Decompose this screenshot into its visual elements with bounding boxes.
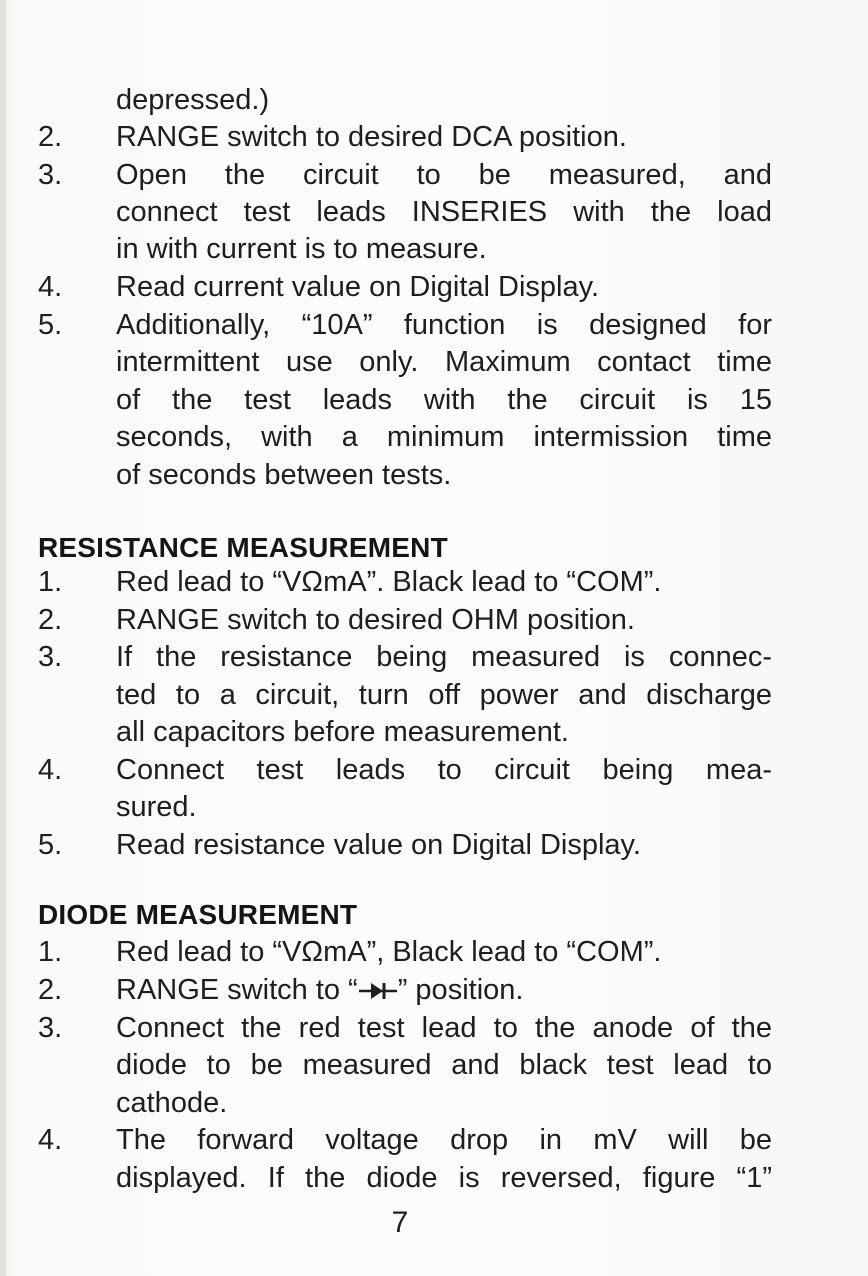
list-item-text: ted to a circuit, turn off power and discharge [116, 679, 772, 711]
list-number: 2. [38, 121, 63, 153]
list-item-text: displayed. If the diode is reversed, figure “1” [116, 1162, 772, 1194]
range-text-after: ” position. [397, 974, 524, 1006]
list-item-text: intermittent use only. Maximum contact time [116, 346, 772, 378]
list-item-text: of seconds between tests. [116, 459, 452, 491]
list-item-text: Additionally, “10A” function is designed for [116, 309, 772, 341]
range-text-before: RANGE switch to “ [116, 974, 358, 1006]
section-heading-diode: DIODE MEASUREMENT [38, 899, 358, 930]
diode-symbol-icon [359, 980, 397, 1002]
list-number: 4. [38, 271, 63, 303]
list-item-text [116, 972, 772, 1009]
list-item-text: The forward voltage drop in mV will be [116, 1124, 772, 1156]
list-item-text: Connect the red test lead to the anode of the [116, 1012, 772, 1044]
list-number: 4. [38, 754, 63, 786]
list-item-text: Red lead to “VΩmA”. Black lead to “COM”. [116, 566, 662, 598]
section-heading-resistance: RESISTANCE MEASUREMENT [38, 532, 448, 563]
list-item-text: Read resistance value on Digital Display. [116, 829, 641, 861]
list-item-text: of the test leads with the circuit is 15 [116, 384, 772, 416]
list-number: 2. [38, 604, 63, 636]
list-item-text: RANGE switch to desired DCA position. [116, 121, 627, 153]
list-number: 3. [38, 641, 63, 673]
list-item-text: If the resistance being measured is connec- [116, 641, 772, 673]
list-number: 3. [38, 1012, 63, 1044]
list-number: 3. [38, 159, 63, 191]
list-item-text: seconds, with a minimum intermission time [116, 421, 772, 453]
list-item-text: connect test leads INSERIES with the load [116, 196, 772, 228]
list-number: 2. [38, 974, 63, 1006]
list-number: 1. [38, 566, 63, 598]
list-item-text: cathode. [116, 1087, 228, 1119]
list-item-text: in with current is to measure. [116, 233, 487, 265]
list-number: 5. [38, 829, 63, 861]
list-item-text: Open the circuit to be measured, and [116, 159, 772, 191]
list-item-text: Read current value on Digital Display. [116, 271, 600, 303]
page-number: 7 [391, 1206, 409, 1239]
list-item-text: RANGE switch to desired OHM position. [116, 604, 635, 636]
list-number: 4. [38, 1124, 63, 1156]
list-item-text: sured. [116, 791, 197, 823]
list-item-text: Connect test leads to circuit being mea- [116, 754, 772, 786]
list-number: 5. [38, 309, 63, 341]
list-item-text: Red lead to “VΩmA”, Black lead to “COM”. [116, 936, 662, 968]
list-number: 1. [38, 936, 63, 968]
continuation-text: depressed.) [116, 84, 270, 116]
list-item-text: diode to be measured and black test lead to [116, 1049, 772, 1081]
list-item-text: all capacitors before measurement. [116, 716, 569, 748]
